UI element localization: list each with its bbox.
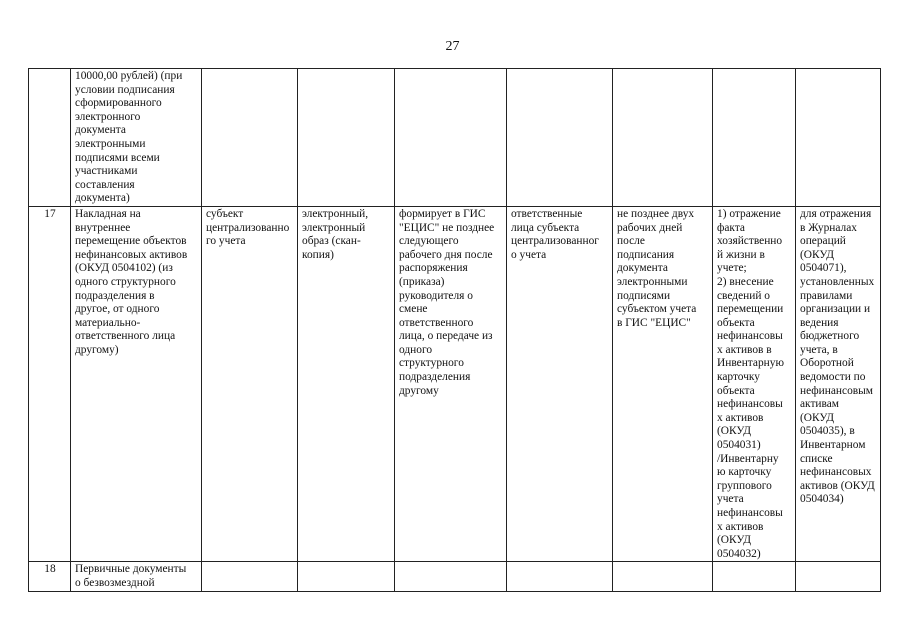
cell-text-line: (приказа) xyxy=(399,275,445,288)
cell-text-line: 0504035), в xyxy=(800,425,855,438)
cell-text-line: электронный, xyxy=(302,207,369,220)
cell-text-line: активов (ОКУД xyxy=(800,479,875,492)
cell-text-line: централизованног xyxy=(511,235,599,248)
cell-text-line: списке xyxy=(800,452,833,465)
page-number: 27 xyxy=(445,39,460,54)
cell-text-line: ответственного лица xyxy=(75,330,176,343)
cell-text-line: 0504071), xyxy=(800,262,847,275)
cell-text-line: нефинансовы xyxy=(717,507,783,519)
cell-text-line: лица, о передаче из xyxy=(399,330,493,343)
cell-form xyxy=(298,562,395,591)
cell-formation-deadline xyxy=(395,69,507,207)
cell-text-line: подписями xyxy=(617,289,671,302)
cell-text-line: электронный xyxy=(302,221,366,234)
cell-text-line: после xyxy=(617,235,645,248)
cell-text-line: перемещение объектов xyxy=(75,235,187,248)
cell-text-line: х активов xyxy=(717,411,764,424)
cell-text-line: учете; xyxy=(717,262,747,275)
cell-text-line: ведения xyxy=(800,316,839,329)
cell-text-line: другое, от одного xyxy=(75,303,160,316)
cell-text-line: ведомости по xyxy=(800,371,866,384)
cell-text-line: рабочего дня после xyxy=(399,248,493,261)
cell-text-line: о учета xyxy=(511,248,547,261)
cell-form xyxy=(298,206,395,561)
cell-text-line: го учета xyxy=(206,235,246,248)
cell-text-line: другому) xyxy=(75,343,119,356)
cell-text-line: нефинансовых активов xyxy=(75,248,188,261)
cell-text-line: нефинансовы xyxy=(717,398,783,411)
cell-text-line: нефинансовым xyxy=(800,384,874,397)
cell-accounting-purpose xyxy=(713,562,796,591)
cell-responsible-signer xyxy=(507,206,613,561)
cell-text-line: подразделения в xyxy=(75,289,155,302)
cell-text-line: х активов в xyxy=(717,343,772,356)
cell-text-line: 10000,00 рублей) (при xyxy=(75,70,183,82)
cell-text-line: (ОКУД xyxy=(717,425,752,438)
cell-text-line: ответственного xyxy=(399,316,474,329)
cell-text-line: перемещении xyxy=(717,303,784,316)
cell-text-line: условии подписания xyxy=(75,83,175,96)
cell-text-line: 0504031) xyxy=(717,439,761,452)
cell-document-name xyxy=(71,69,202,207)
cell-row-number xyxy=(29,69,71,207)
cell-accounting-purpose xyxy=(713,206,796,561)
cell-row-number xyxy=(29,562,71,591)
cell-text-line: Первичные документы xyxy=(75,563,187,576)
cell-transfer-deadline xyxy=(613,69,713,207)
cell-text-line: электронными xyxy=(617,275,688,288)
cell-text-line: сведений о xyxy=(717,289,770,302)
cell-text-line: 2) внесение xyxy=(717,275,774,288)
cell-text-line: "ЕЦИС" не позднее xyxy=(399,221,495,234)
cell-text-line: Накладная на xyxy=(75,207,141,220)
cell-text-line: активам xyxy=(800,398,840,411)
cell-text-line: бюджетного xyxy=(800,330,860,343)
cell-document-name xyxy=(71,562,202,591)
cell-accounting-purpose xyxy=(713,69,796,207)
cell-composer xyxy=(202,562,298,591)
cell-text-line: рабочих дней xyxy=(617,221,683,234)
cell-text-line: лица субъекта xyxy=(511,221,580,234)
cell-text-line: 1) отражение xyxy=(717,207,781,220)
cell-text-line: смене xyxy=(399,303,428,316)
cell-text-line: материально- xyxy=(75,316,141,329)
cell-formation-deadline xyxy=(395,206,507,561)
cell-text-line: факта xyxy=(717,221,745,234)
cell-text-line: распоряжения xyxy=(399,262,468,275)
cell-text-line: в ГИС "ЕЦИС" xyxy=(617,316,691,329)
cell-text-line: объекта xyxy=(717,384,755,397)
cell-text-line: субъектом учета xyxy=(617,303,697,316)
cell-text-line: Инвентарную xyxy=(717,357,784,370)
cell-composer xyxy=(202,206,298,561)
cell-text-line: 0504034) xyxy=(800,493,844,506)
cell-text-line: документа) xyxy=(75,192,130,205)
cell-text-line: (ОКУД xyxy=(800,411,835,424)
cell-text-line: нефинансовы xyxy=(717,330,783,343)
table-row-row-17 xyxy=(29,206,881,561)
cell-text-line: не позднее двух xyxy=(617,207,695,220)
cell-text-line: установленных xyxy=(800,275,875,288)
cell-text-line: подписания xyxy=(617,248,675,261)
cell-text-line: хозяйственно xyxy=(717,235,783,248)
cell-text-line: электронными xyxy=(75,137,146,150)
cell-text-line: правилами xyxy=(800,289,853,302)
cell-text-line: /Инвентарну xyxy=(717,452,779,465)
cell-register-purpose xyxy=(796,206,881,561)
cell-text-line: документа xyxy=(75,124,126,137)
cell-text-line: 0504032) xyxy=(717,547,761,560)
cell-text-line: субъект xyxy=(206,207,244,220)
cell-text-line: группового xyxy=(717,479,772,492)
cell-responsible-signer xyxy=(507,69,613,207)
cell-text-line: нефинансовых xyxy=(800,466,872,479)
cell-text-line: электронного xyxy=(75,110,141,123)
cell-text-line: сформированного xyxy=(75,97,162,110)
cell-transfer-deadline xyxy=(613,562,713,591)
cell-text-line: операций xyxy=(800,235,846,248)
cell-register-purpose xyxy=(796,562,881,591)
cell-text-line: одного структурного xyxy=(75,275,176,288)
cell-text-line: (ОКУД 0504102) (из xyxy=(75,262,173,275)
cell-text-line: копия) xyxy=(302,248,334,261)
cell-text-line: составления xyxy=(75,178,135,191)
cell-text-line: учета, в xyxy=(800,343,838,356)
cell-text-line: в Журналах xyxy=(800,221,857,234)
cell-transfer-deadline xyxy=(613,206,713,561)
cell-text-line: участниками xyxy=(75,165,138,178)
cell-text-line: следующего xyxy=(399,235,459,248)
cell-text-line: учета xyxy=(717,493,744,506)
cell-text-line: руководителя о xyxy=(399,289,473,302)
cell-responsible-signer xyxy=(507,562,613,591)
cell-text-line: ю карточку xyxy=(717,466,772,479)
cell-text-line: организации и xyxy=(800,303,871,316)
cell-document-name xyxy=(71,206,202,561)
cell-composer xyxy=(202,69,298,207)
cell-text-line: карточку xyxy=(717,371,760,384)
table-row-continuation xyxy=(29,69,881,207)
cell-text-line: подписями всеми xyxy=(75,151,160,164)
cell-text-line: для отражения xyxy=(800,207,872,220)
cell-text-line: (ОКУД xyxy=(717,534,752,547)
cell-text-line: документа xyxy=(617,262,668,275)
cell-text-line: х активов xyxy=(717,520,764,533)
cell-text-line: внутреннее xyxy=(75,221,131,234)
cell-text-line: одного xyxy=(399,343,433,356)
document-table xyxy=(28,68,881,592)
cell-text-line: ответственные xyxy=(511,207,583,220)
cell-text-line: формирует в ГИС xyxy=(399,207,486,220)
cell-text-line: Оборотной xyxy=(800,357,854,370)
cell-text-line: 18 xyxy=(44,563,56,576)
cell-text-line: централизованно xyxy=(206,221,290,234)
cell-text-line: другому xyxy=(399,384,439,397)
cell-text-line: о безвозмездной xyxy=(75,576,155,589)
cell-text-line: подразделения xyxy=(399,371,471,384)
cell-text-line: Инвентарном xyxy=(800,439,866,452)
cell-register-purpose xyxy=(796,69,881,207)
cell-form xyxy=(298,69,395,207)
cell-text-line: структурного xyxy=(399,357,464,370)
cell-row-number xyxy=(29,206,71,561)
cell-text-line: объекта xyxy=(717,316,755,329)
cell-text-line: 17 xyxy=(44,207,56,220)
cell-text-line: (ОКУД xyxy=(800,248,835,261)
cell-formation-deadline xyxy=(395,562,507,591)
table-row-row-18 xyxy=(29,562,881,591)
cell-text-line: образ (скан- xyxy=(302,235,361,248)
cell-text-line: й жизни в xyxy=(717,248,765,261)
